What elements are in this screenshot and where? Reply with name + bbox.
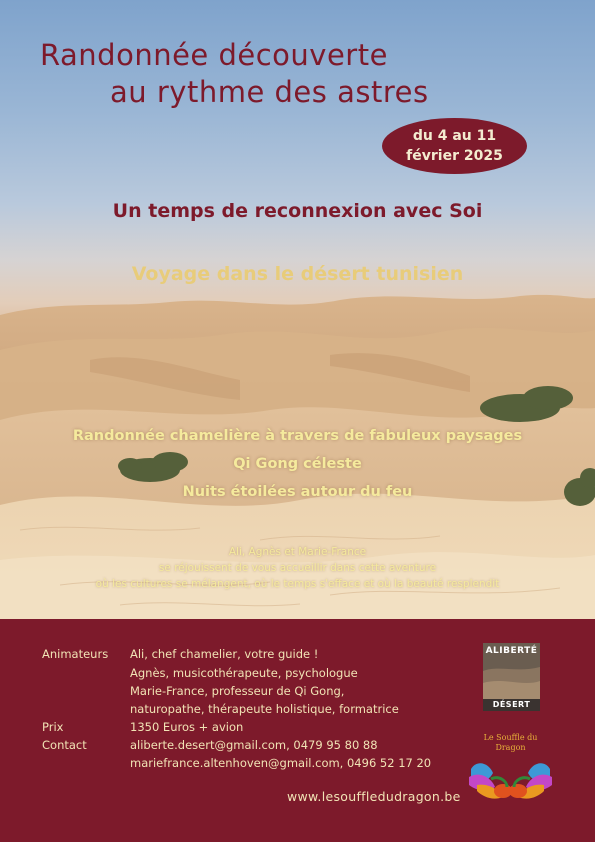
subtitle-voyage: Voyage dans le désert tunisien (131, 263, 464, 285)
contact-aliberte[interactable]: aliberte.desert@gmail.com, 0479 95 80 88 (130, 738, 378, 752)
website-link[interactable]: www.lesouffledudragon.be (287, 789, 461, 804)
souffle-du-dragon-logo (463, 729, 558, 804)
welcome-names: Ali, Agnès et Marie-France (228, 546, 367, 558)
animateur-agnes: Agnès, musicothérapeute, psychologue (130, 666, 358, 680)
subtitle-reconnexion: Un temps de reconnexion avec Soi (112, 200, 483, 222)
dragon-wings-icon (463, 729, 558, 804)
animateurs-label: Animateurs (42, 647, 109, 661)
activity-randonnee: Randonnée chamelière à travers de fabuleux paysages (72, 428, 523, 444)
dragon-logo-line1: Le Souffle du (483, 733, 538, 742)
date-badge (382, 118, 527, 174)
main-title-line1: Randonnée découverte (40, 38, 388, 72)
welcome-line3: où les cultures se mélangent, où le temps s'efface et où la beauté resplendit (95, 578, 500, 590)
prix-label: Prix (42, 720, 64, 734)
prix-value: 1350 Euros + avion (130, 720, 244, 734)
date-line1: du 4 au 11 (412, 128, 497, 144)
main-title-line2: au rythme des astres (110, 75, 429, 109)
activity-qigong: Qi Gong céleste (233, 456, 362, 472)
dragon-logo-line2: Dragon (495, 743, 526, 752)
contact-mariefrance[interactable]: mariefrance.altenhoven@gmail.com, 0496 52 17 20 (130, 756, 432, 770)
welcome-line2: se réjouissent de vous accueillir dans cette aventure (158, 562, 437, 574)
animateur-mariefrance: Marie-France, professeur de Qi Gong, (130, 684, 345, 698)
aliberte-logo-bottom: DÉSERT (492, 700, 531, 709)
aliberte-logo-top: ALIBERTÉ (485, 646, 538, 656)
animateur-mariefrance-roles: naturopathe, thérapeute holistique, formatrice (130, 702, 399, 716)
date-line2: février 2025 (406, 148, 503, 164)
info-panel (0, 619, 595, 842)
contact-label: Contact (42, 738, 87, 752)
animateur-ali: Ali, chef chamelier, votre guide ! (130, 647, 319, 661)
activity-nuits: Nuits étoilées autour du feu (182, 484, 413, 500)
aliberte-desert-logo (483, 643, 540, 711)
